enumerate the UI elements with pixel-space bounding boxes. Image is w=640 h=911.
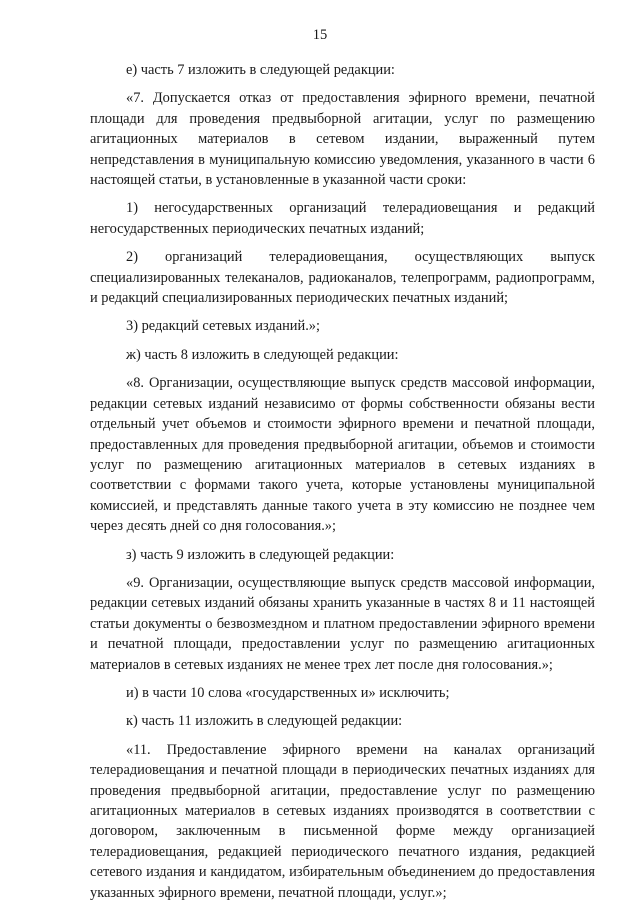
paragraph-item-3: 3) редакций сетевых изданий.»;	[126, 318, 320, 335]
paragraph-i-part-10: и) в части 10 слова «государственных и» исключить;	[126, 684, 450, 701]
paragraph-part-7: «7. Допускается отказ от предоставления эфирного времени, печатной площади для проведения предвыборной агитации, услуг по размещению агитационных материалов в сетевом издании, выраженный путем непредставления в муниципальную комиссию уведомления, указанного в части 6 настоящей статьи, в установленные в указанной части сроки:	[90, 90, 595, 189]
paragraph-e-intro: е) часть 7 изложить в следующей редакции:	[126, 62, 395, 78]
page-number: 15	[312, 27, 328, 43]
paragraph-item-1: 1) негосударственных организаций телерадиовещания и редакций негосударственных периодических печатных изданий;	[90, 200, 595, 237]
paragraph-k-intro: к) часть 11 изложить в следующей редакции:	[126, 713, 403, 730]
paragraph-part-8: «8. Организации, осуществляющие выпуск средств массовой информации, редакции сетевых изданий независимо от формы собственности обязаны вести отдельный учет объемов и стоимости эфирного времени и печатной площади, предоставленных для проведения предвыборной агитации, объемов и стоимости услуг по размещению агитационных материалов в сетевых изданиях в соответствии с формами такого учета, которые установлены муниципальной комиссией, и представлять данные такого учета в эту комиссию не позднее чем через десять дней со дня голосования.»;	[90, 375, 595, 535]
paragraph-part-11: «11. Предоставление эфирного времени на каналах организаций телерадиовещания и печатной площади в периодических печатных изданиях для проведения предвыборной агитации, предоставление услуг по размещению агитационных материалов в сетевых изданиях производятся в соответствии с договором, заключенным в письменной форме между организацией телерадиовещания, редакцией периодического печатного издания, редакцией сетевого издания и кандидатом, избирательным объединением до предоставления указанных эфирного времени, печатной площади, услуг.»;	[90, 741, 595, 901]
document-body	[90, 60, 595, 911]
paragraph-part-9: «9. Организации, осуществляющие выпуск средств массовой информации, редакции сетевых изданий обязаны хранить указанные в частях 8 и 11 настоящей статьи документы о безвозмездном и платном предоставлении эфирного времени и печатной площади, предоставлении услуг по размещению агитационных материалов в сетевых изданиях не менее трех лет после дня голосования.»;	[90, 574, 595, 673]
paragraph-item-2: 2) организаций телерадиовещания, осуществляющих выпуск специализированных телеканалов, радиоканалов, телепрограмм, радиопрограмм, и редакций специализированных периодических печатных изданий;	[90, 249, 595, 307]
paragraph-z-intro: з) часть 9 изложить в следующей редакции:	[126, 546, 395, 563]
paragraph-zh-intro: ж) часть 8 изложить в следующей редакции:	[126, 346, 399, 363]
